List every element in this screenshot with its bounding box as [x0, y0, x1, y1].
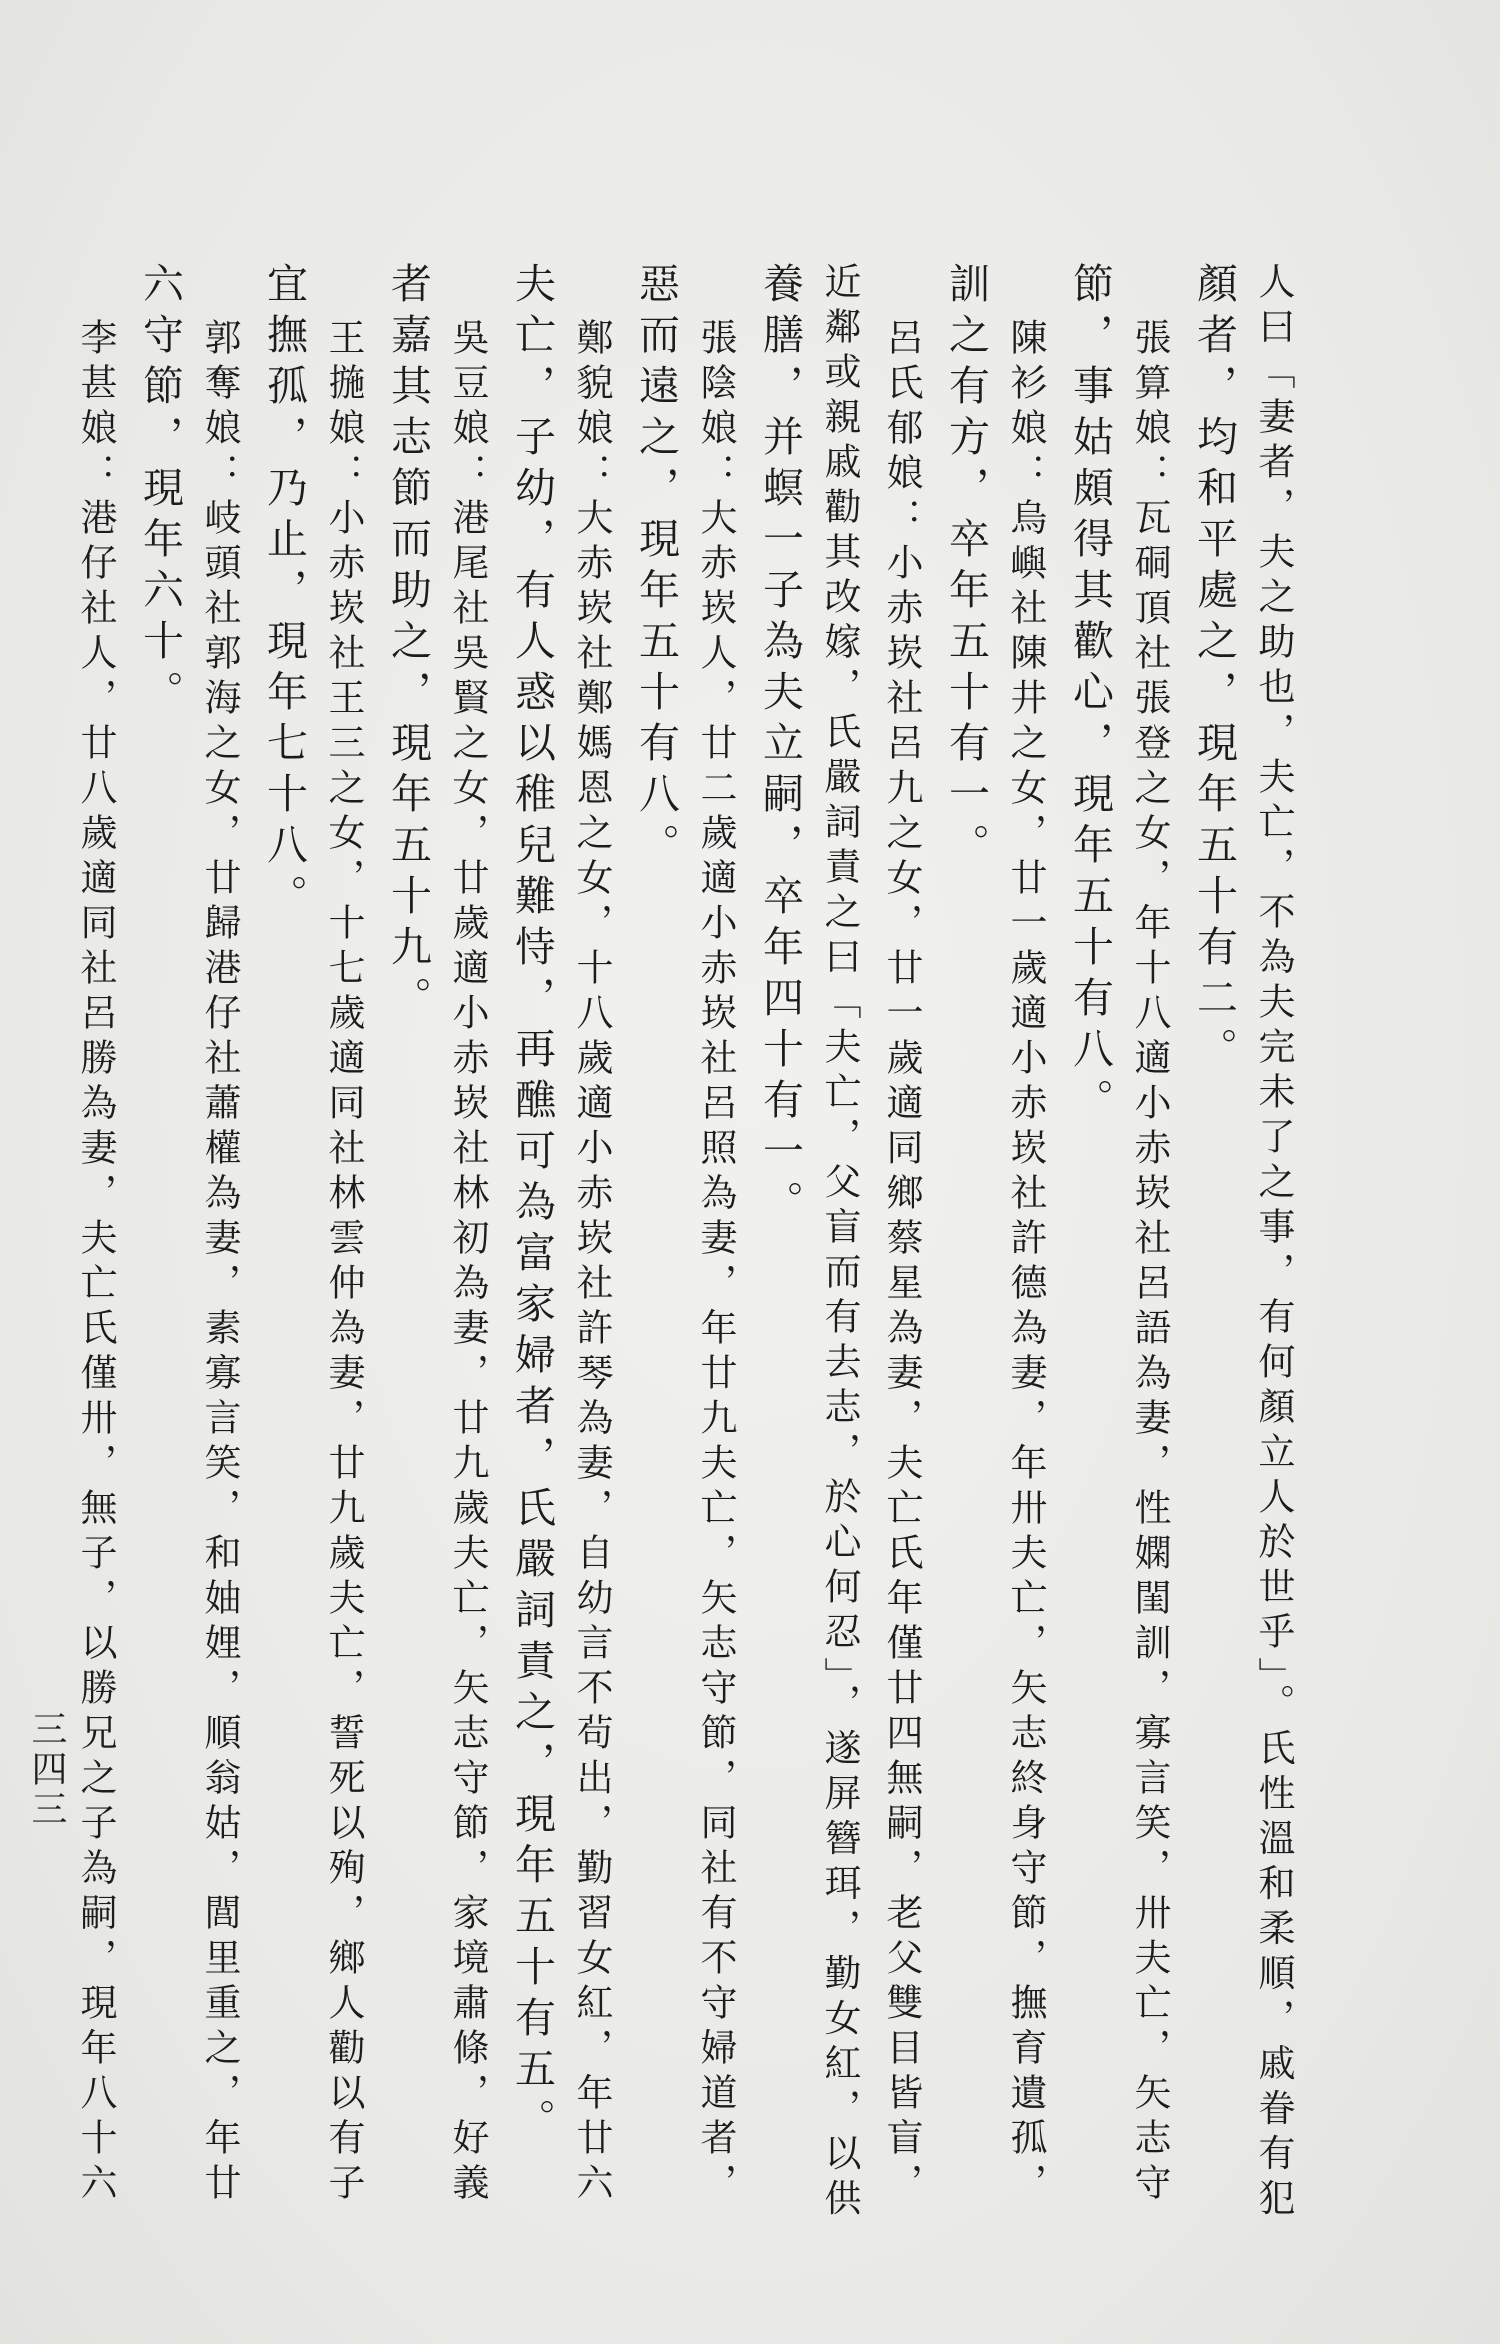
text-column-15: 者嘉其志節而助之，現年五十九。: [384, 262, 432, 1027]
text-column-2: 顏者，均和平處之，現年五十有二。: [1190, 262, 1238, 1078]
text-column-11: 惡而遠之，現年五十有八。: [632, 262, 680, 874]
text-column-17: 宜撫孤，乃止，現年七十八。: [260, 262, 308, 925]
text-column-19: 六守節，現年六十。: [136, 262, 184, 721]
text-column-12: 鄭貌娘：大赤崁社鄭媽恩之女，十八歲適小赤崁社許琴為妻，自幼言不茍出，勤習女紅，年廿六: [570, 318, 613, 2208]
text-column-16: 王揓娘：小赤崁社王三之女，十七歲適同社林雲仲為妻，廿九歲夫亡，誓死以殉，鄉人勸以有子: [322, 318, 365, 2208]
text-column-5: 陳衫娘：烏嶼社陳井之女，廿一歲適小赤崁社許德為妻，年卅夫亡，矢志終身守節，撫育遺孤，: [1004, 318, 1047, 2208]
text-column-20: 李甚娘：港仔社人，廿八歲適同社呂勝為妻，夫亡氏僅卅，無子，以勝兄之子為嗣，現年八十六: [74, 318, 117, 2208]
text-column-10: 張陰娘：大赤崁人，廿二歲適小赤崁社呂照為妻，年廿九夫亡，矢志守節，同社有不守婦道者，: [694, 318, 737, 2208]
text-column-1: 人曰「妻者，夫之助也，夫亡，不為夫完未了之事，有何顏立人於世乎」。氏性溫和柔順，戚眷有犯: [1252, 262, 1295, 2224]
text-column-9: 養膳，并螟一子為夫立嗣，卒年四十有一。: [756, 262, 804, 1231]
text-column-6: 訓之有方，卒年五十有一。: [942, 262, 990, 874]
text-column-14: 吳豆娘：港尾社吳賢之女，廿歲適小赤崁社林初為妻，廿九歲夫亡，矢志守節，家境肅條，好義: [446, 318, 489, 2208]
text-column-7: 呂氏郁娘：小赤崁社呂九之女，廿一歲適同鄉蔡星為妻，夫亡氏年僅廿四無嗣，老父雙目皆盲，: [880, 318, 923, 2208]
text-column-4: 節，事姑頗得其歡心，現年五十有八。: [1066, 262, 1114, 1129]
text-column-3: 張算娘：瓦硐頂社張登之女，年十八適小赤崁社呂語為妻，性嫻閨訓，寡言笑，卅夫亡，矢志守: [1128, 318, 1171, 2208]
text-column-8: 近鄰或親戚勸其改嫁，氏嚴詞責之曰「夫亡，父盲而有去志，於心何忍」，遂屏簪珥，勤女紅，以供: [818, 262, 861, 2224]
page-number: 三四三: [26, 1710, 67, 1830]
text-column-18: 郭奪娘：岐頭社郭海之女，廿歸港仔社蕭權為妻，素寡言笑，和妯娌，順翁姑，閭里重之，年廿: [198, 318, 241, 2208]
text-column-13: 夫亡，子幼，有人惑以稚兒難恃，再醮可為富家婦者，氏嚴詞責之，現年五十有五。: [508, 262, 556, 2149]
